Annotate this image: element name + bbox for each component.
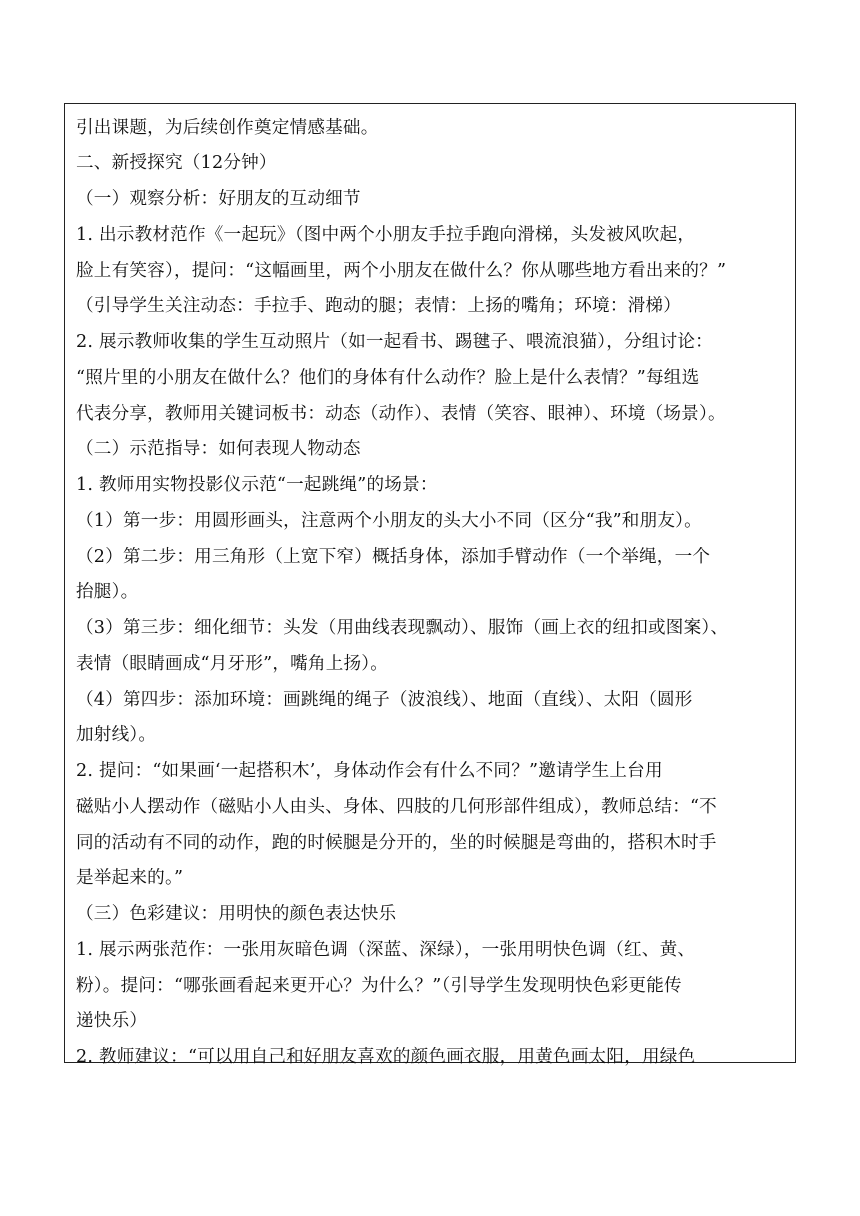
section-heading: 二、新授探究（12分钟） <box>76 153 277 173</box>
subsection-heading: （三）色彩建议：用明快的颜色表达快乐 <box>76 904 397 924</box>
text-line: （引导学生关注动态：手拉手、跑动的腿；表情：上扬的嘴角；环境：滑梯） <box>76 296 681 316</box>
text-line: 是举起来的。” <box>76 868 184 888</box>
text-line: 1. 出示教材范作《一起玩》（图中两个小朋友手拉手跑向滑梯，头发被风吹起， <box>76 225 696 245</box>
text-line: （1）第一步：用圆形画头，注意两个小朋友的头大小不同（区分“我”和朋友）。 <box>76 511 702 531</box>
text-line: “照片里的小朋友在做什么？他们的身体有什么动作？脸上是什么表情？”每组选 <box>76 368 700 388</box>
subsection-heading: （一）观察分析：好朋友的互动细节 <box>76 189 361 209</box>
text-line: 抬腿）。 <box>76 582 139 602</box>
text-line: 2. 教师建议：“可以用自己和好朋友喜欢的颜色画衣服，用黄色画太阳，用绿色 <box>76 1047 696 1067</box>
text-line: 粉）。提问：“哪张画看起来更开心？为什么？”（引导学生发现明快色彩更能传 <box>76 976 682 996</box>
text-line: 磁贴小人摆动作（磁贴小人由头、身体、四肢的几何形部件组成），教师总结：“不 <box>76 797 717 817</box>
text-line: 递快乐） <box>76 1011 148 1031</box>
text-line: 2. 展示教师收集的学生互动照片（如一起看书、踢毽子、喂流浪猫），分组讨论： <box>76 332 713 352</box>
text-line: 1. 展示两张范作：一张用灰暗色调（深蓝、深绿），一张用明快色调（红、黄、 <box>76 940 696 960</box>
text-line: 加射线）。 <box>76 725 157 745</box>
text-line: 表情（眼睛画成“月牙形”，嘴角上扬）。 <box>76 654 389 674</box>
text-line: 同的活动有不同的动作，跑的时候腿是分开的，坐的时候腿是弯曲的，搭积木时手 <box>76 833 717 853</box>
text-line: （4）第四步：添加环境：画跳绳的绳子（波浪线）、地面（直线）、太阳（圆形 <box>76 690 693 710</box>
subsection-heading: （二）示范指导：如何表现人物动态 <box>76 439 361 459</box>
text-line: 2. 提问：“如果画‘一起搭积木’，身体动作会有什么不同？”邀请学生上台用 <box>76 761 663 781</box>
text-line: （3）第三步：细化细节：头发（用曲线表现飘动）、服饰（画上衣的纽扣或图案）、 <box>76 618 729 638</box>
text-line: 1. 教师用实物投影仪示范“一起跳绳”的场景： <box>76 475 438 495</box>
text-line: 代表分享，教师用关键词板书：动态（动作）、表情（笑容、眼神）、环境（场景）。 <box>76 404 726 424</box>
text-line: 引出课题，为后续创作奠定情感基础。 <box>76 118 379 138</box>
text-line: 脸上有笑容），提问：“这幅画里，两个小朋友在做什么？你从哪些地方看出来的？” <box>76 261 727 281</box>
text-line: （2）第二步：用三角形（上宽下窄）概括身体，添加手臂动作（一个举绳，一个 <box>76 547 711 567</box>
